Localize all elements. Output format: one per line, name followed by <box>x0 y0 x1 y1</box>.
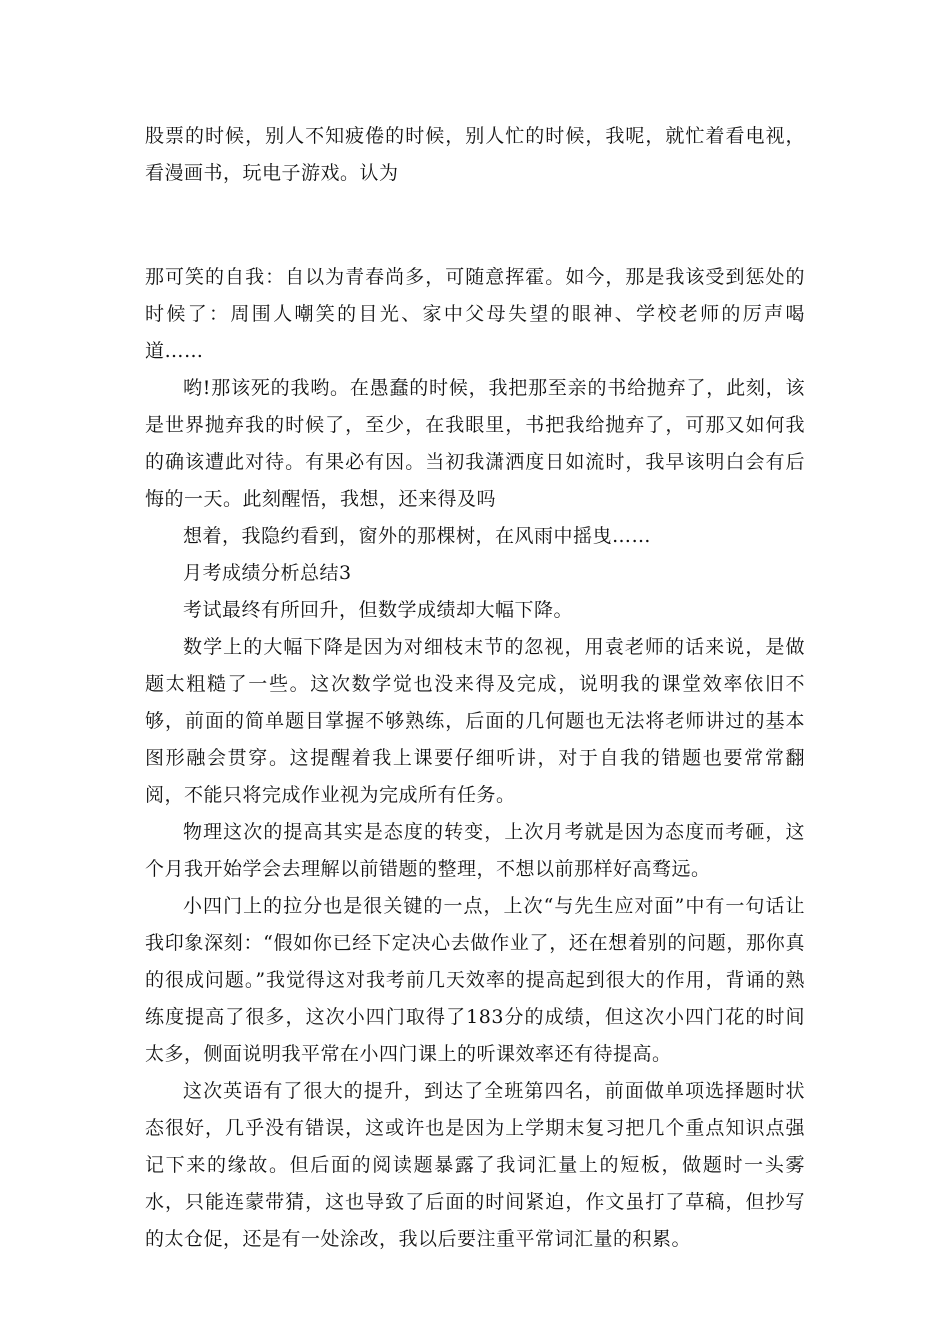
paragraph-5: 考试最终有所回升，但数学成绩却大幅下降。 <box>183 599 574 621</box>
paragraph-3: 想着，我隐约看到，窗外的那棵树，在风雨中摇曳…… <box>183 525 652 547</box>
paragraph-9: 这次英语有了很大的提升，到达了全班第四名，前面做单项选择题时状态很好，几乎没有错误，这或许也是因为上学期末复习把几个重点知识点强记下来的缘故。但后面的阅读题暴露了我词汇量上的短板，做题时一头雾水，只能连蒙带猜，这也导致了后面的时间紧迫，作文虽打了草稿，但抄写的太仓促，还是有一处涂改，我以后要注重平常词汇量的积累。 <box>145 1080 805 1250</box>
paragraph-1: 那可笑的自我：自以为青春尚多，可随意挥霍。如今，那是我该受到惩处的时候了：周围人嘲笑的目光、家中父母失望的眼神、学校老师的厉声喝道…… <box>145 266 805 362</box>
paragraph-7: 物理这次的提高其实是态度的转变，上次月考就是因为态度而考砸，这个月我开始学会去理解以前错题的整理，不想以前那样好高骛远。 <box>145 821 805 880</box>
paragraph-2: 哟!那该死的我哟。在愚蠢的时候，我把那至亲的书给抛弃了，此刻，该是世界抛弃我的时候了，至少，在我眼里，书把我给抛弃了，可那又如何我的确该遭此对待。有果必有因。当初我潇洒度日如流时，我早该明白会有后悔的一天。此刻醒悟，我想，还来得及吗 <box>145 377 805 510</box>
section-heading: 月考成绩分析总结3 <box>183 562 352 584</box>
main-text-block <box>145 259 805 1258</box>
continued-paragraph: 股票的时候，别人不知疲倦的时候，别人忙的时候，我呢，就忙着看电视，看漫画书，玩电子游戏。认为 <box>145 125 805 184</box>
paragraph-8: 小四门上的拉分也是很关键的一点，上次“与先生应对面”中有一句话让我印象深刻：“假如你已经下定决心去做作业了，还在想着别的问题，那你真的很成问题。”我觉得这对我考前几天效率的提高起到很大的作用，背诵的熟练度提高了很多，这次小四门取得了183分的成绩，但这次小四门花的时间太多，侧面说明我平常在小四门课上的听课效率还有待提高。 <box>145 895 805 1065</box>
paragraph-6: 数学上的大幅下降是因为对细枝末节的忽视，用袁老师的话来说，是做题太粗糙了一些。这次数学觉也没来得及完成，说明我的课堂效率依旧不够，前面的简单题目掌握不够熟练，后面的几何题也无法将老师讲过的基本图形融会贯穿。这提醒着我上课要仔细听讲，对于自我的错题也要常常翻阅，不能只将完成作业视为完成所有任务。 <box>145 636 805 806</box>
continued-text-block <box>145 118 805 192</box>
